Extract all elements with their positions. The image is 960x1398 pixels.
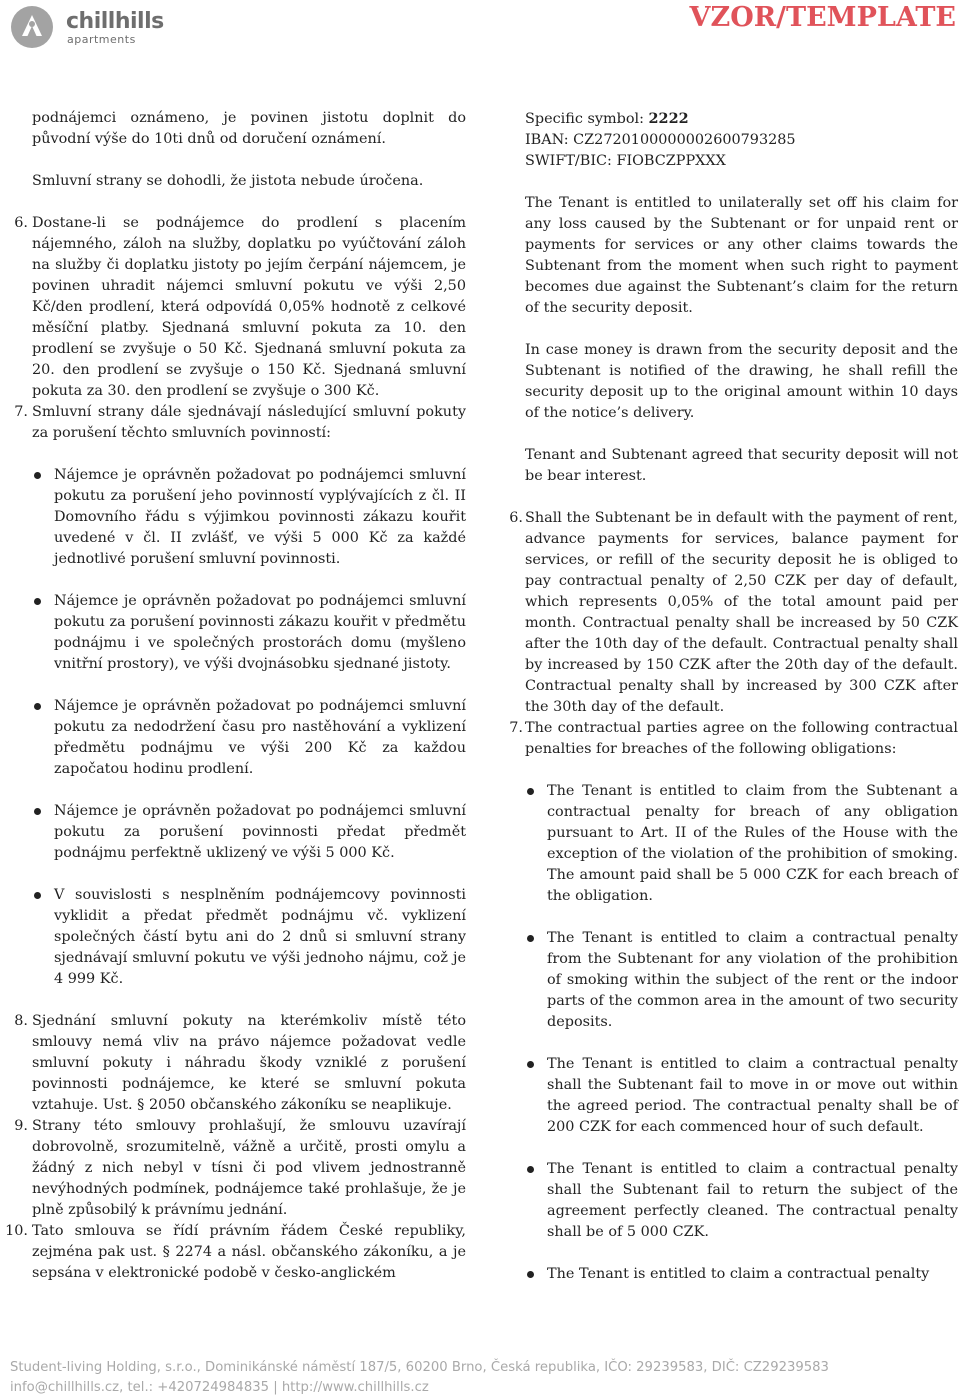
- list-item: [525, 1264, 958, 1285]
- list-item-text: The Tenant is entitled to claim a contractual penalty shall the Subtenant fail to move in or move out within the agreed period. The contractual penalty shall be of 200 CZK for each commenced hour of such default.: [547, 1056, 958, 1135]
- list-item: [525, 781, 958, 907]
- list-item: [32, 885, 466, 990]
- bullet-icon: [527, 1061, 534, 1068]
- refill-paragraph: In case money is drawn from the security deposit and the Subtenant is notified of the drawing, he shall refill the security deposit up to the original amount within 10 days of the notice’s delivery.: [525, 342, 958, 421]
- clause-number: 6.: [509, 510, 523, 526]
- bullet-icon: [527, 1271, 534, 1278]
- english-column: [509, 108, 958, 1285]
- company-logo[interactable]: [10, 5, 164, 49]
- clause-number: 8.: [14, 1013, 28, 1029]
- clause-number: 7.: [14, 404, 28, 420]
- logo-mark-icon: [10, 5, 54, 49]
- list-item-text: The Tenant is entitled to claim a contractual penalty: [547, 1266, 930, 1282]
- clause-8: [14, 1011, 466, 1116]
- intro-paragraph: podnájemci oznámeno, je povinen jistotu doplnit do původní výše do 10ti dnů od doručení oznámení.: [32, 110, 466, 147]
- template-label: VZOR/TEMPLATE: [689, 2, 956, 33]
- clause-text: Smluvní strany dále sjednávají následující smluvní pokuty za porušení těchto smluvních povinností:: [32, 404, 466, 441]
- clause-text: The contractual parties agree on the following contractual penalties for breaches of the following obligations:: [525, 720, 958, 757]
- specific-symbol: [525, 108, 958, 130]
- set-off-paragraph: The Tenant is entitled to unilaterally set off his claim for any loss caused by the Subtenant or for unpaid rent or payments for services or any other claims towards the Subtenant from the moment when such right to payment becomes due against the Subtenant’s claim for the return of the security deposit.: [525, 195, 958, 316]
- iban: IBAN: CZ2720100000002600793285: [525, 132, 796, 148]
- logo-name: chillhills: [66, 9, 164, 34]
- page-footer: [10, 1358, 950, 1398]
- bullet-icon: [34, 472, 41, 479]
- list-item-text: Nájemce je oprávněn požadovat po podnájemci smluvní pokutu za porušení jeho povinností vyplývajících z čl. II Domovního řádu s výjimkou povinnosti zákazu kouřit uvedené v čl. II zvlášť, ve výši 5 000 Kč za každé jednotlivé porušení smluvní povinnosti.: [54, 467, 466, 567]
- bullet-icon: [34, 598, 41, 605]
- bullet-icon: [34, 808, 41, 815]
- list-item: [32, 465, 466, 570]
- clause-number: 6.: [14, 215, 28, 231]
- logo-subtitle: apartments: [67, 33, 136, 46]
- clause-text: Sjednání smluvní pokuty na kterémkoliv místě této smlouvy nemá vliv na právo nájemce požadovat vedle smluvní pokuty i náhradu škody vzniklé z porušení povinnosti podnájemce, ke které se smluvní pokuta vztahuje. Ust. § 2050 občanského zákoníku se neaplikuje.: [32, 1013, 466, 1113]
- list-item: [32, 591, 466, 675]
- list-item-text: Nájemce je oprávněn požadovat po podnájemci smluvní pokutu za porušení povinnosti předat předmět podnájmu perfektně uklizený ve výši 5 000 Kč.: [54, 803, 466, 861]
- interest-paragraph: Smluvní strany se dohodli, že jistota nebude úročena.: [32, 173, 424, 189]
- clause-number: 9.: [14, 1118, 28, 1134]
- bullet-icon: [34, 892, 41, 899]
- clause-text: Dostane-li se podnájemce do prodlení s placením nájemného, záloh na služby, doplatku po vyúčtování záloh na služby či doplatku jistoty po jejím čerpání nájemcem, je povinen uhradit nájemci smluvní pokutu ve výši 2,50 Kč/den prodlení, která odpovídá 0,05% hodnotě z celkové měsíční platby. Sjednaná smluvní pokuta za 10. den prodlení se zvyšuje o 50 Kč. Sjednaná smluvní pokuta za 20. den prodlení se zvyšuje o 150 Kč. Sjednaná smluvní pokuta za 30. den prodlení se zvyšuje o 300 Kč.: [32, 215, 466, 399]
- clause-6: [509, 508, 958, 718]
- list-item-text: Nájemce je oprávněn požadovat po podnájemci smluvní pokutu za porušení povinnosti zákazu kouřit v předmětu podnájmu i ve společných prostorách domu (myšleno vnitřní prostory), ve výši dvojnásobku sjednané jistoty.: [54, 593, 466, 672]
- clause-6: [14, 213, 466, 402]
- clause-number: 10.: [5, 1223, 28, 1239]
- clause-text: Tato smlouva se řídí právním řádem České republiky, zejména pak ust. § 2274 a násl. občanského zákoníku, a je sepsána v elektronické podobě v česko-anglickém: [32, 1223, 466, 1281]
- contact-line[interactable]: info@chillhills.cz, tel.: +420724984835 | http://www.chillhills.cz: [10, 1380, 429, 1395]
- list-item: [32, 801, 466, 864]
- clause-9: [14, 1116, 466, 1221]
- czech-column: [5, 108, 466, 1284]
- bullet-icon: [527, 935, 534, 942]
- list-item-text: The Tenant is entitled to claim a contractual penalty shall the Subtenant fail to return the subject of the agreement perfectly cleaned. The contractual penalty shall be of 5 000 CZK.: [547, 1161, 958, 1240]
- interest-paragraph: Tenant and Subtenant agreed that security deposit will not be bear interest.: [525, 447, 958, 484]
- list-item-text: V souvislosti s nesplněním podnájemcovy povinnosti vyklidit a předat předmět podnájmu vč. vyklizení společných částí bytu ani do 2 dnů si smluvní strany sjednávají smluvní pokutu ve výši jednoho nájmu, což je 4 999 Kč.: [54, 887, 466, 987]
- bullet-icon: [527, 1166, 534, 1173]
- bullet-icon: [34, 703, 41, 710]
- clause-number: 7.: [509, 720, 523, 736]
- clause-text: Shall the Subtenant be in default with the payment of rent, advance payments for services, balance payment for services, or refill of the security deposit he is obliged to pay contractual penalty of 2,50 CZK per day of default, which represents 0,05% of the total amount paid per month. Contractual penalty shall be increased by 50 CZK after the 10th day of the default. Contractual penalty shall by increased by 150 CZK after the 20th day of the default. Contractual penalty shall by increased by 300 CZK after the 30th day of the default.: [525, 510, 958, 715]
- page-header: [0, 0, 960, 56]
- specific-symbol-value: 2222: [648, 110, 689, 127]
- bullet-icon: [527, 788, 534, 795]
- list-item: [525, 1054, 958, 1138]
- clause-7: [14, 402, 466, 444]
- specific-symbol-label: Specific symbol:: [525, 111, 649, 127]
- list-item-text: The Tenant is entitled to claim a contractual penalty from the Subtenant for any violation of the prohibition of smoking within the subject of the rent or the indoor parts of the common area in the amount of two security deposits.: [547, 930, 958, 1030]
- list-item-text: The Tenant is entitled to claim from the Subtenant a contractual penalty for breach of any obligation pursuant to Art. II of the Rules of the House with the exception of the violation of the prohibition of smoking. The amount paid shall be 5 000 CZK for each breach of the obligation.: [547, 783, 958, 904]
- clause-7: [509, 718, 958, 760]
- company-address: Student-living Holding, s.r.o., Dominikánské náměstí 187/5, 60200 Brno, Česká republika, IČO: 29239583, DIČ: CZ29239583: [10, 1360, 829, 1375]
- list-item: [525, 1159, 958, 1243]
- clause-10: [5, 1221, 466, 1284]
- list-item: [525, 928, 958, 1033]
- list-item: [32, 696, 466, 780]
- clause-text: Strany této smlouvy prohlašují, že smlouvu uzavírají dobrovolně, srozumitelně, vážně a určitě, prosti omylu a žádný z nich nebyl v tísni či pod vlivem jednostranně nevýhodných podmínek, podnájemce také prohlašuje, že je plně způsobilý k právnímu jednání.: [32, 1118, 466, 1218]
- swift-bic: SWIFT/BIC: FIOBCZPPXXX: [525, 153, 726, 169]
- list-item-text: Nájemce je oprávněn požadovat po podnájemci smluvní pokutu za nedodržení času pro nastěhování a vyklizení předmětu podnájmu ve výši 200 Kč za každou započatou hodinu prodlení.: [54, 698, 466, 777]
